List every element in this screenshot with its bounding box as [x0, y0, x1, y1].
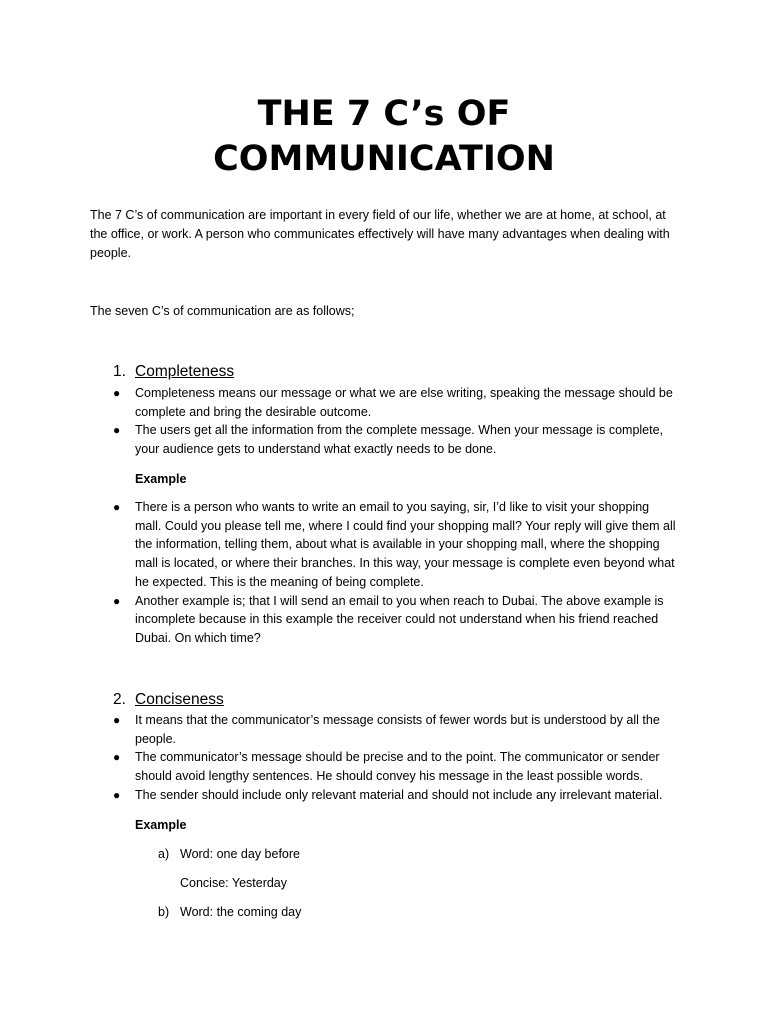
title-line-2: COMMUNICATION	[213, 139, 555, 179]
section-title: Completeness	[135, 363, 235, 380]
bullet-icon: ●	[113, 593, 121, 608]
list-item	[113, 498, 678, 592]
list-item	[113, 711, 678, 748]
completeness-example-list	[113, 498, 678, 648]
word-example: Word: the coming day	[180, 905, 302, 919]
list-item	[158, 903, 301, 921]
section-number: 1.	[113, 363, 126, 380]
list-item-text: Another example is; that I will send an email to you when reach to Dubai. The above example is incomplete because in this example the receiver could not understand when his friend reached Dubai. On which time?	[135, 593, 664, 645]
list-item-text: The communicator’s message should be precise and to the point. The communicator or sender should avoid lengthy sentences. He should convey his message in the least possible words.	[135, 750, 660, 784]
list-item-text: The users get all the information from the complete message. When your message is complete, your audience gets to understand what exactly needs to be done.	[135, 423, 664, 457]
title-line-1: THE 7 C’s OF	[257, 94, 511, 134]
bullet-icon: ●	[113, 713, 121, 727]
bullet-icon: ●	[113, 500, 121, 514]
example-label: Example	[135, 472, 187, 486]
bullet-icon: ●	[113, 787, 121, 802]
list-item	[113, 421, 678, 458]
list-letter: b)	[158, 905, 170, 919]
intro-paragraph: The 7 C’s of communication are important in every field of our life, whether we are at home, at school, at the office, or work. A person who communicates effectively will have many advantages when dealing with people.	[90, 208, 670, 260]
example-label: Example	[135, 818, 187, 832]
section-number: 2.	[113, 691, 126, 708]
list-item	[113, 786, 678, 805]
list-letter: a)	[158, 847, 170, 861]
section-heading-completeness	[113, 362, 234, 382]
section-title: Conciseness	[135, 691, 224, 708]
lead-paragraph: The seven C’s of communication are as follows;	[90, 304, 355, 318]
list-item-text: The sender should include only relevant material and should not include any irrelevant material.	[135, 787, 663, 802]
list-item-text: It means that the communicator’s message consists of fewer words but is understood by all the people.	[135, 713, 660, 746]
completeness-bullet-list	[113, 384, 678, 459]
bullet-icon: ●	[113, 386, 121, 400]
section-heading-conciseness	[113, 690, 224, 710]
bullet-icon: ●	[113, 423, 121, 438]
list-item-text: There is a person who wants to write an email to you saying, sir, I’d like to visit your shopping mall. Could you please tell me, where I could find your shopping mall? Your reply will give them all the information, telling them, about what is available in your shopping mall, where the shopping mall is located, or where their branches. In this way, your message is complete even beyond what he expected. This is the meaning of being complete.	[135, 500, 676, 589]
list-item	[113, 748, 678, 785]
list-item	[113, 384, 678, 421]
word-example: Word: one day before	[180, 847, 300, 861]
list-item-text: Completeness means our message or what we are else writing, speaking the message should be complete and bring the desirable outcome.	[135, 386, 673, 419]
bullet-icon: ●	[113, 750, 121, 765]
concise-example: Concise: Yesterday	[180, 876, 288, 890]
list-item	[158, 845, 300, 863]
document-title	[0, 92, 768, 182]
conciseness-bullet-list	[113, 711, 678, 805]
list-item	[113, 592, 678, 648]
